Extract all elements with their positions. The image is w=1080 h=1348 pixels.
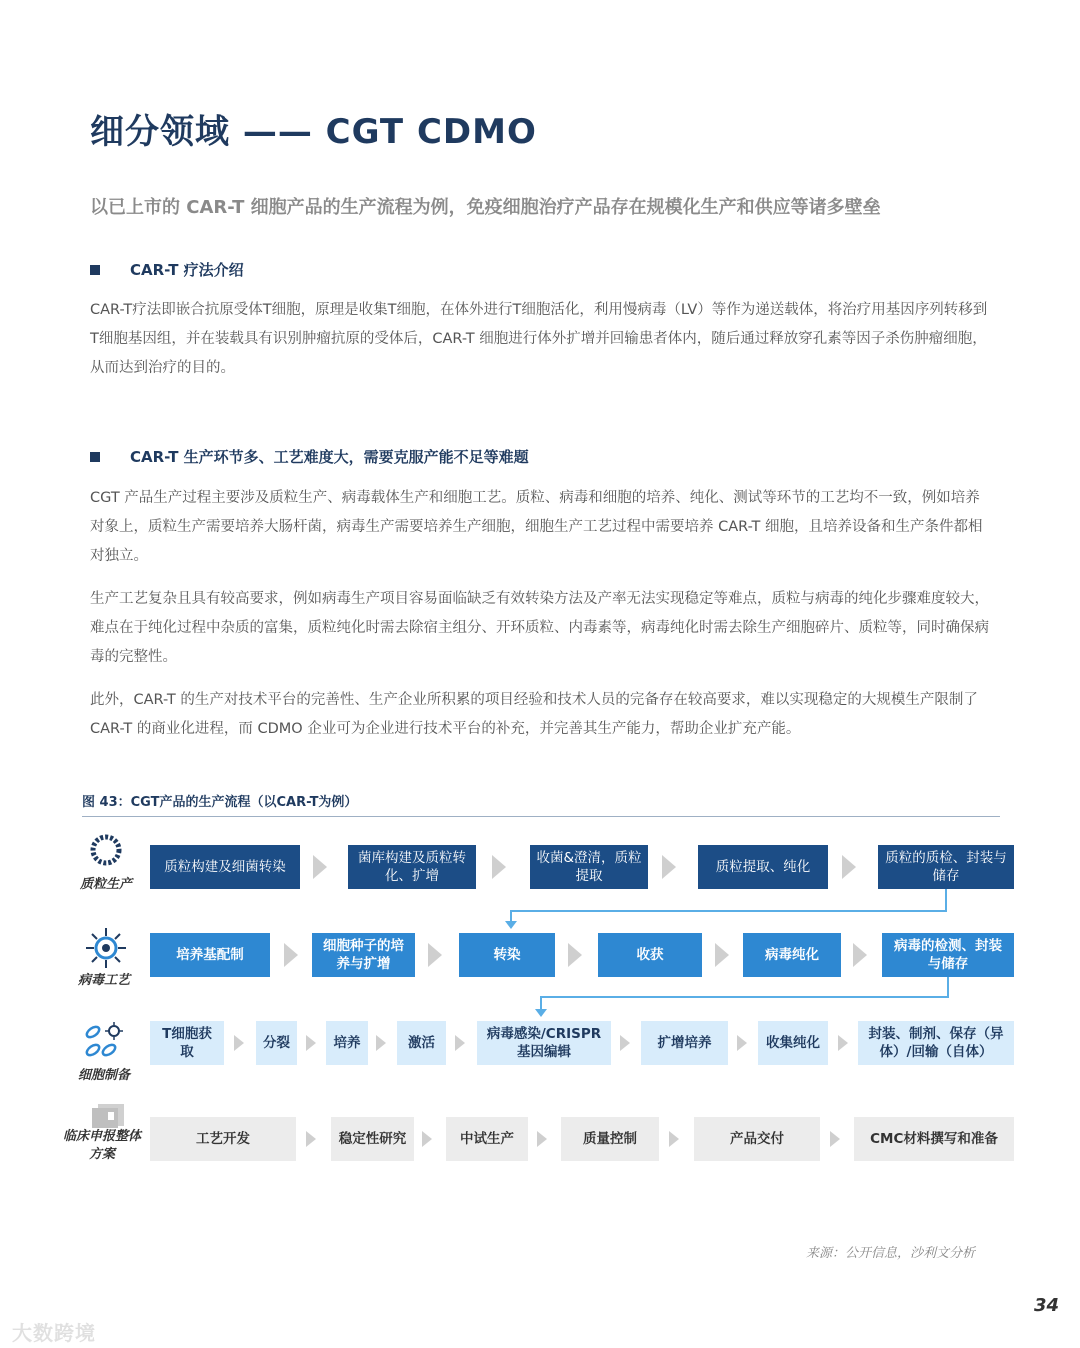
arrow-right-icon bbox=[537, 1131, 547, 1147]
arrow-right-icon bbox=[492, 855, 506, 879]
connector-arrow bbox=[530, 977, 960, 1021]
arrow-right-icon bbox=[662, 855, 676, 879]
row-label-plasmid: 质粒生产 bbox=[79, 877, 132, 892]
arrow-right-icon bbox=[422, 1131, 432, 1147]
arrow-right-icon bbox=[568, 943, 582, 967]
arrow-right-icon bbox=[853, 943, 867, 967]
arrow-right-icon bbox=[715, 943, 729, 967]
flow-step: 中试生产 bbox=[446, 1117, 528, 1161]
arrow-right-icon bbox=[376, 1035, 386, 1051]
figure-divider bbox=[82, 816, 1000, 817]
flow-step: 病毒的检测、封装与储存 bbox=[882, 933, 1014, 977]
arrow-right-icon bbox=[428, 943, 442, 967]
flow-step: 转染 bbox=[459, 933, 555, 977]
plasmid-icon bbox=[76, 832, 136, 872]
row-label-clinical: 临床申报整体方案 bbox=[62, 1129, 141, 1162]
section2-heading bbox=[90, 446, 529, 467]
flow-step: 菌库构建及质粒转化、扩增 bbox=[348, 845, 476, 889]
flow-step: 工艺开发 bbox=[150, 1117, 296, 1161]
section1-heading-text: CAR-T 疗法介绍 bbox=[130, 261, 244, 279]
arrow-right-icon bbox=[842, 855, 856, 879]
flow-step: 收集纯化 bbox=[758, 1021, 828, 1065]
arrow-right-icon bbox=[669, 1131, 679, 1147]
figure-caption: 图 43：CGT产品的生产流程（以CAR-T为例） bbox=[82, 795, 358, 810]
arrow-right-icon bbox=[234, 1035, 244, 1051]
flow-step: 质量控制 bbox=[561, 1117, 659, 1161]
flow-step: 稳定性研究 bbox=[331, 1117, 414, 1161]
figure-source: 来源：公开信息，沙利文分析 bbox=[806, 1246, 976, 1261]
arrow-right-icon bbox=[284, 943, 298, 967]
flow-step: 质粒的质检、封装与储存 bbox=[878, 845, 1014, 889]
flow-step: 产品交付 bbox=[694, 1117, 820, 1161]
flow-step: CMC材料撰写和准备 bbox=[854, 1117, 1014, 1161]
arrow-right-icon bbox=[830, 1131, 840, 1147]
section2-paragraph-2: 生产工艺复杂且具有较高要求，例如病毒生产项目容易面临缺乏有效转染方法及产率无法实现稳定等难点，质粒与病毒的纯化步骤难度较大，难点在于纯化过程中杂质的富集，质粒纯化时需去除宿主组分、开环质粒、内毒素等，病毒纯化时需去除生产细胞碎片、质粒等，同时确保病毒的完整性。 bbox=[90, 591, 989, 665]
arrow-right-icon bbox=[620, 1035, 630, 1051]
arrow-right-icon bbox=[838, 1035, 848, 1051]
flow-step: 质粒提取、纯化 bbox=[698, 845, 828, 889]
virus-icon bbox=[76, 926, 136, 974]
arrow-right-icon bbox=[455, 1035, 465, 1051]
bullet-square-icon bbox=[90, 265, 100, 275]
flow-step: 封装、制剂、保存（异体）/回输（自体） bbox=[858, 1021, 1014, 1065]
arrow-right-icon bbox=[306, 1131, 316, 1147]
section2-paragraph-3: 此外，CAR-T 的生产对技术平台的完善性、生产企业所积累的项目经验和技术人员的完备存在较高要求，难以实现稳定的大规模生产限制了 CAR-T 的商业化进程，而 CDMO 企业可为企业进行技术平台的补充，并完善其生产能力，帮助企业扩充产能。 bbox=[90, 692, 978, 737]
watermark: 大数跨境 bbox=[12, 1321, 96, 1345]
flow-step: 收菌&澄清，质粒提取 bbox=[530, 845, 648, 889]
section1-paragraph: CAR-T疗法即嵌合抗原受体T细胞，原理是收集T细胞，在体外进行T细胞活化，利用慢病毒（LV）等作为递送载体，将治疗用基因序列转移到T细胞基因组，并在装载具有识别肿瘤抗原的受体后，CAR-T 细胞进行体外扩增并回输患者体内，随后通过释放穿孔素等因子杀伤肿瘤细胞，从而达到治疗的目的。 bbox=[90, 302, 988, 376]
flow-step: 激活 bbox=[397, 1021, 446, 1065]
flow-step: 细胞种子的培养与扩增 bbox=[312, 933, 415, 977]
flow-step: 分裂 bbox=[256, 1021, 297, 1065]
row-label-cells: 细胞制备 bbox=[77, 1068, 130, 1083]
connector-arrow bbox=[500, 889, 960, 931]
arrow-right-icon bbox=[306, 1035, 316, 1051]
cells-icon bbox=[74, 1020, 134, 1068]
flow-step: T细胞获取 bbox=[150, 1021, 224, 1065]
section2-paragraph-1: CGT 产品生产过程主要涉及质粒生产、病毒载体生产和细胞工艺。质粒、病毒和细胞的培养、纯化、测试等环节的工艺均不一致，例如培养对象上，质粒生产需要培养大肠杆菌，病毒生产需要培养生产细胞，细胞生产工艺过程中需要培养 CAR-T 细胞，且培养设备和生产条件都相对独立。 bbox=[90, 490, 983, 564]
section1-heading bbox=[90, 259, 244, 280]
flow-step: 质粒构建及细菌转染 bbox=[150, 845, 300, 889]
flow-step: 病毒感染/CRISPR基因编辑 bbox=[477, 1021, 611, 1065]
page-number: 34 bbox=[1034, 1295, 1060, 1316]
flow-step: 病毒纯化 bbox=[743, 933, 841, 977]
arrow-right-icon bbox=[313, 855, 327, 879]
row-label-virus: 病毒工艺 bbox=[77, 973, 130, 988]
arrow-right-icon bbox=[737, 1035, 747, 1051]
page-subtitle: 以已上市的 CAR-T 细胞产品的生产流程为例，免疫细胞治疗产品存在规模化生产和供应等诸多壁垒 bbox=[90, 197, 881, 218]
flow-step: 收获 bbox=[598, 933, 702, 977]
flow-step: 扩增培养 bbox=[641, 1021, 728, 1065]
bullet-square-icon bbox=[90, 452, 100, 462]
section2-heading-text: CAR-T 生产环节多、工艺难度大，需要克服产能不足等难题 bbox=[130, 448, 529, 466]
page-title: 细分领域 —— CGT CDMO bbox=[90, 112, 537, 152]
flow-step: 培养基配制 bbox=[150, 933, 270, 977]
flow-step: 培养 bbox=[326, 1021, 368, 1065]
